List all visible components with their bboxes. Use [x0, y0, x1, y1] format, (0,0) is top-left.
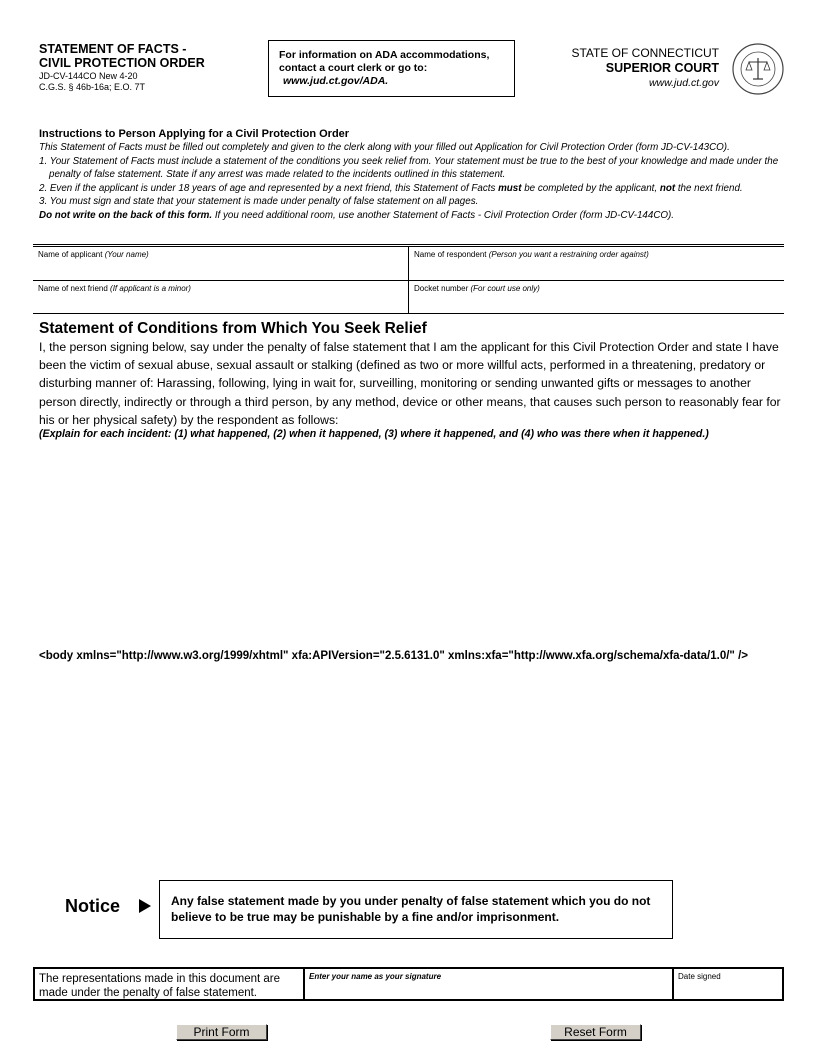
back-note-rest: If you need additional room, use another Statement of Facts - Civil Protection Order (form JD-CV-144CO).: [212, 209, 675, 221]
instruction-item-1: 1. Your Statement of Facts must include a statement of the conditions you seek relief from. Your statement must be true to the best of your knowledge and made under the penalty of false statement. State if any arrest was made related to the incidents outlined in this statement.: [39, 155, 779, 180]
back-of-form-note: [39, 209, 789, 223]
instruction-item-2: [39, 182, 789, 196]
date-signed-label: Date signed: [678, 972, 721, 981]
court-block: [571, 46, 719, 91]
field-hint: (Your name): [104, 250, 149, 259]
statement-explain: (Explain for each incident: (1) what happened, (2) when it happened, (3) where it happened, and (4) who was there when it happened.): [39, 428, 709, 441]
field-label: Name of respondent: [414, 250, 489, 259]
statement-heading: Statement of Conditions from Which You Seek Relief: [39, 320, 427, 337]
notice-box: Any false statement made by you under penalty of false statement which you do not believe to be true may be punishable by a fine and/or imprisonment.: [159, 880, 673, 939]
item2-text: the next friend.: [675, 182, 743, 194]
back-note-bold: Do not write on the back of this form.: [39, 209, 213, 221]
statement-section: [39, 319, 789, 440]
court-name: SUPERIOR COURT: [605, 61, 719, 75]
item2-must: must: [498, 182, 522, 194]
ada-link[interactable]: www.jud.ct.gov/ADA.: [283, 75, 389, 87]
statement-text-field[interactable]: <body xmlns="http://www.w3.org/1999/xhtml" xfa:APIVersion="2.5.6131.0" xmlns:xfa="http://www.xfa.org/schema/xfa-data/1.0/" />: [39, 650, 748, 662]
item2-not: not: [659, 182, 676, 194]
ada-line-2: contact a court clerk or go to:: [279, 62, 428, 74]
reset-form-button[interactable]: Reset Form: [550, 1024, 641, 1040]
respondent-name-field[interactable]: [408, 247, 784, 280]
field-hint: (For court use only): [470, 284, 540, 293]
applicant-name-field[interactable]: [33, 247, 408, 280]
notice-label: Notice: [65, 896, 121, 916]
party-fields: [33, 244, 784, 314]
instructions-heading: Instructions to Person Applying for a Civil Protection Order: [39, 128, 350, 140]
field-label: Name of next friend: [38, 284, 111, 293]
signature-field[interactable]: [303, 969, 672, 999]
date-signed-field[interactable]: [672, 969, 782, 999]
field-hint: (Person you want a restraining order against): [488, 250, 649, 259]
field-hint: (If applicant is a minor): [110, 284, 191, 293]
form-number: JD-CV-144CO New 4-20: [39, 71, 138, 81]
field-label: Docket number: [414, 284, 471, 293]
form-number-block: [39, 71, 145, 93]
field-label: Name of applicant: [38, 250, 105, 259]
statute: C.G.S. § 46b-16a; E.O. 7T: [39, 82, 146, 92]
representation-text: The representations made in this document are made under the penalty of false statement.: [39, 973, 280, 999]
title-line-1: STATEMENT OF FACTS -: [39, 42, 187, 56]
instruction-item-3: 3. You must sign and state that your statement is made under penalty of false statement on all pages.: [39, 196, 479, 207]
signature-label: Enter your name as your signature: [309, 972, 442, 981]
arrow-right-icon: [139, 899, 151, 913]
ada-line-1: For information on ADA accommodations,: [279, 49, 490, 61]
ada-info-box: [268, 40, 515, 97]
state-name: STATE OF CONNECTICUT: [571, 46, 719, 60]
court-website: www.jud.ct.gov: [648, 77, 719, 89]
print-form-button[interactable]: Print Form: [176, 1024, 267, 1040]
next-friend-name-field[interactable]: [33, 281, 408, 313]
title-line-2: CIVIL PROTECTION ORDER: [39, 56, 205, 70]
form-title: [39, 42, 205, 70]
item2-text: 2. Even if the applicant is under 18 years of age and represented by a next friend, this Statement of Facts: [39, 182, 499, 194]
instructions: [39, 127, 789, 222]
item2-text: be completed by the applicant,: [521, 182, 660, 194]
instructions-intro: This Statement of Facts must be filled out completely and given to the clerk along with your filled out Application for Civil Protection Order (form JD-CV-143CO).: [39, 142, 730, 153]
judicial-seal-icon: [731, 42, 785, 96]
statement-body: I, the person signing below, say under the penalty of false statement that I am the applicant for this Civil Protection Order and state I have been the victim of sexual abuse, sexual assault or stalking (defined as two or more willful acts, performed in a threatening, predatory or disturbing manner of: Harassing, following, lying in wait for, surveilling, monitoring or sending unwanted gifts or messages to another person directly, indirectly or through a third person, by any method, device or other means, that causes such person to reasonably fear for his or her physical safety) by the respondent as follows:: [39, 340, 781, 427]
docket-number-field[interactable]: [408, 281, 784, 313]
signature-table: [33, 967, 784, 1001]
